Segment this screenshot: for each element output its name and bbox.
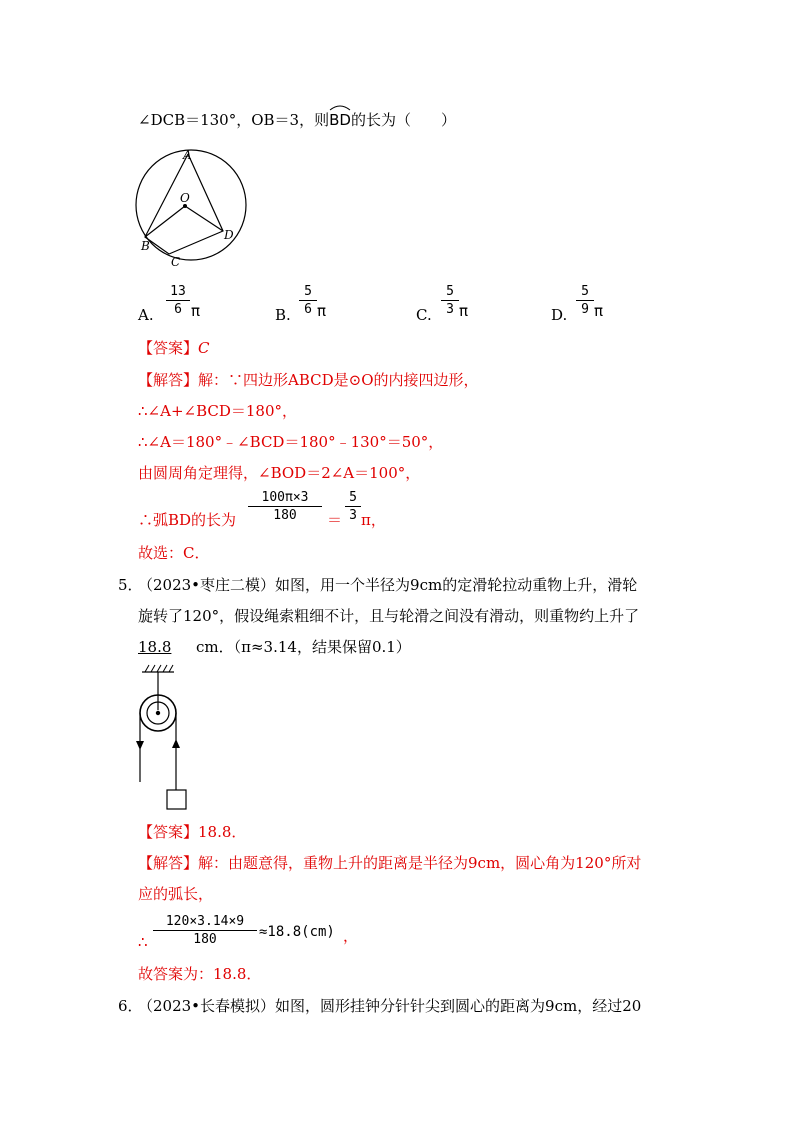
- q6-line-1: （2023•长春模拟）如图，圆形挂钟分针针尖到圆心的距离为9cm，经过20: [138, 997, 642, 1015]
- q4-option-d-letter: D.: [551, 306, 568, 324]
- q4-arc-result-fraction: 5 3: [345, 490, 361, 523]
- q4-answer-tag: 【答案】: [138, 339, 199, 357]
- q5-line-1: （2023•枣庄二模）如图，用一个半径为9cm的定滑轮拉动重物上升，滑轮: [138, 576, 638, 594]
- q4-option-b-letter: B.: [275, 306, 291, 324]
- q4-arc-equals: ＝: [327, 511, 343, 529]
- q4-arc-result-pi: π，: [361, 511, 386, 529]
- q4-solution-line-4: 由圆周角定理得，∠BOD＝2∠A＝100°，: [138, 464, 421, 482]
- q4-label-b: B: [141, 239, 150, 253]
- q4-label-d: D: [224, 228, 234, 242]
- q5-answer-tag: 【答案】: [138, 823, 199, 841]
- q4-stem-text: ∠DCB＝130°，OB＝3，则: [138, 111, 330, 129]
- q5-blank-answer: 18.8: [138, 638, 172, 656]
- q4-option-a-pi: π: [191, 302, 201, 320]
- q4-arc-fraction: 100π×3 180: [248, 490, 322, 523]
- q4-label-o: O: [180, 191, 190, 205]
- q4-option-d-pi: π: [594, 302, 604, 320]
- q5-final: 故答案为：18.8．: [138, 965, 262, 983]
- q5-pulley-figure: [136, 664, 196, 812]
- q5-line-3: 18.8 cm．（π≈3.14，结果保留0.1）: [138, 638, 411, 656]
- q4-final: 故选：C．: [138, 544, 210, 562]
- q5-answer: [138, 822, 246, 842]
- q4-solution-tag: 【解答】: [138, 371, 199, 389]
- q4-solution-line-2: ∴∠A+∠BCD＝180°，: [138, 402, 298, 420]
- q4-option-d-fraction: 5 9: [576, 284, 594, 317]
- q4-arc-label: BD: [329, 110, 351, 130]
- q4-option-a-fraction: 13 6: [166, 284, 190, 317]
- q4-option-b-pi: π: [317, 302, 327, 320]
- q4-arc-prefix: ∴弧BD的长为: [138, 511, 237, 529]
- q4-answer-value: C: [198, 339, 210, 357]
- q5-answer-value: 18.8．: [198, 823, 247, 841]
- q5-line-2: 旋转了120°，假设绳索粗细不计，且与轮滑之间没有滑动，则重物约上升了: [138, 607, 640, 625]
- q4-circle-figure: [132, 142, 262, 274]
- q4-stem-line: [138, 110, 456, 130]
- q5-calc-comma: ，: [343, 927, 359, 945]
- q5-calc-prefix: ∴: [138, 933, 148, 951]
- q4-option-c-letter: C.: [416, 306, 432, 324]
- q5-solution-line-2: 应的弧长，: [138, 885, 214, 903]
- q4-solution-line-1: 【解答】解：∵四边形ABCD是⊙O的内接四边形，: [138, 371, 479, 389]
- q4-option-a-letter: A.: [138, 306, 154, 324]
- q4-stem-tail: 的长为（ ）: [350, 111, 456, 129]
- q4-solution-line-3: ∴∠A＝180°﹣∠BCD＝180°﹣130°＝50°，: [138, 433, 444, 451]
- q4-option-b-fraction: 5 6: [299, 284, 317, 317]
- q5-calc-fraction: 120×3.14×9 180: [153, 914, 257, 947]
- q5-number: 5．: [118, 576, 143, 594]
- arc-symbol-icon: [329, 103, 351, 111]
- q6-number: 6．: [118, 997, 143, 1015]
- q4-option-c-fraction: 5 3: [441, 284, 459, 317]
- q5-solution-tag: 【解答】: [138, 854, 199, 872]
- q5-solution-line-1: 【解答】解：由题意得，重物上升的距离是半径为9cm，圆心角为120°所对: [138, 854, 642, 872]
- q4-label-c: C: [171, 255, 181, 269]
- q4-option-c-pi: π: [459, 302, 469, 320]
- q4-label-a: A: [183, 148, 192, 162]
- q4-answer: [138, 338, 210, 358]
- q5-calc-result: ≈18.8(cm): [259, 924, 335, 940]
